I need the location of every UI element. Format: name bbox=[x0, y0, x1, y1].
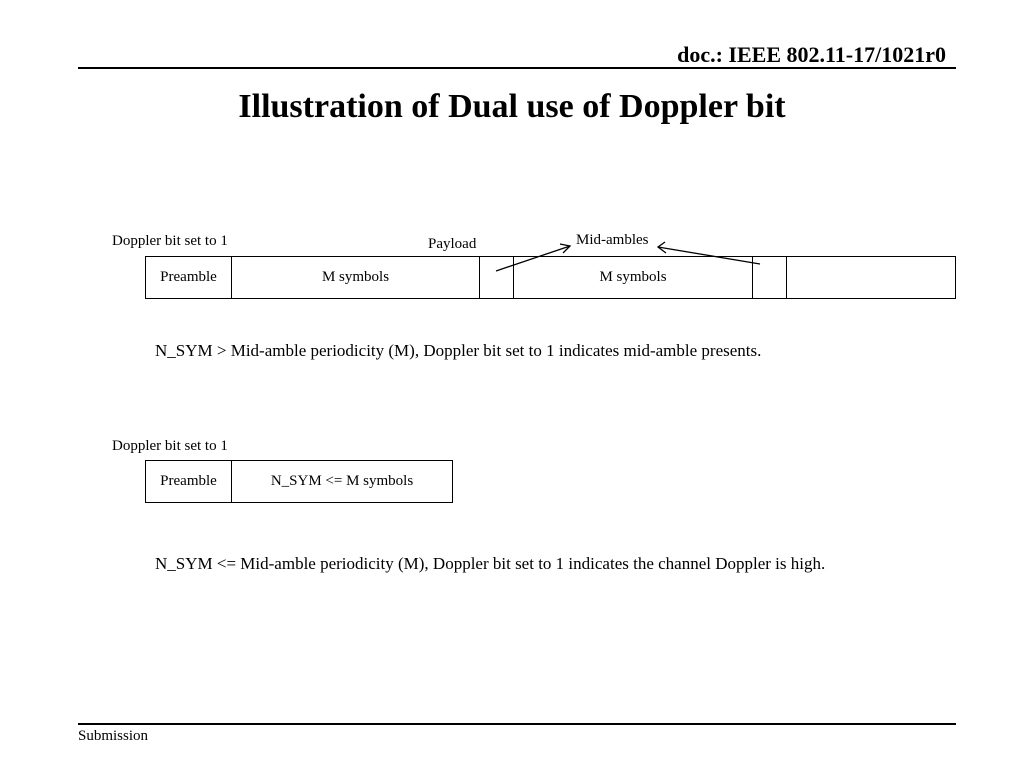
arrow-to-midamble-a bbox=[496, 246, 570, 271]
payload-label: Payload bbox=[428, 236, 477, 252]
m-symbols-cell-b: M symbols bbox=[513, 257, 752, 298]
preamble-cell-1: Preamble bbox=[160, 269, 217, 285]
doppler-label-2: Doppler bit set to 1 bbox=[112, 438, 228, 454]
document-id: doc.: IEEE 802.11-17/1021r0 bbox=[677, 42, 946, 67]
note-2: N_SYM <= Mid-amble periodicity (M), Doppler bit set to 1 indicates the channel Doppler is high. bbox=[155, 554, 826, 573]
nsym-symbols-cell: N_SYM <= M symbols bbox=[231, 461, 452, 502]
slide-title: Illustration of Dual use of Doppler bit bbox=[238, 88, 786, 125]
footer-submission: Submission bbox=[78, 728, 149, 744]
preamble-cell-2: Preamble bbox=[160, 473, 217, 489]
doppler-label-1: Doppler bit set to 1 bbox=[112, 233, 228, 249]
m-symbols-cell-a: M symbols bbox=[231, 257, 479, 298]
footer-rule bbox=[78, 723, 956, 725]
midambles-label: Mid-ambles bbox=[576, 232, 649, 248]
note-1: N_SYM > Mid-amble periodicity (M), Doppler bit set to 1 indicates mid-amble presents. bbox=[155, 341, 762, 360]
arrow-to-midamble-b bbox=[658, 247, 760, 264]
frame-structure-2 bbox=[145, 460, 453, 503]
